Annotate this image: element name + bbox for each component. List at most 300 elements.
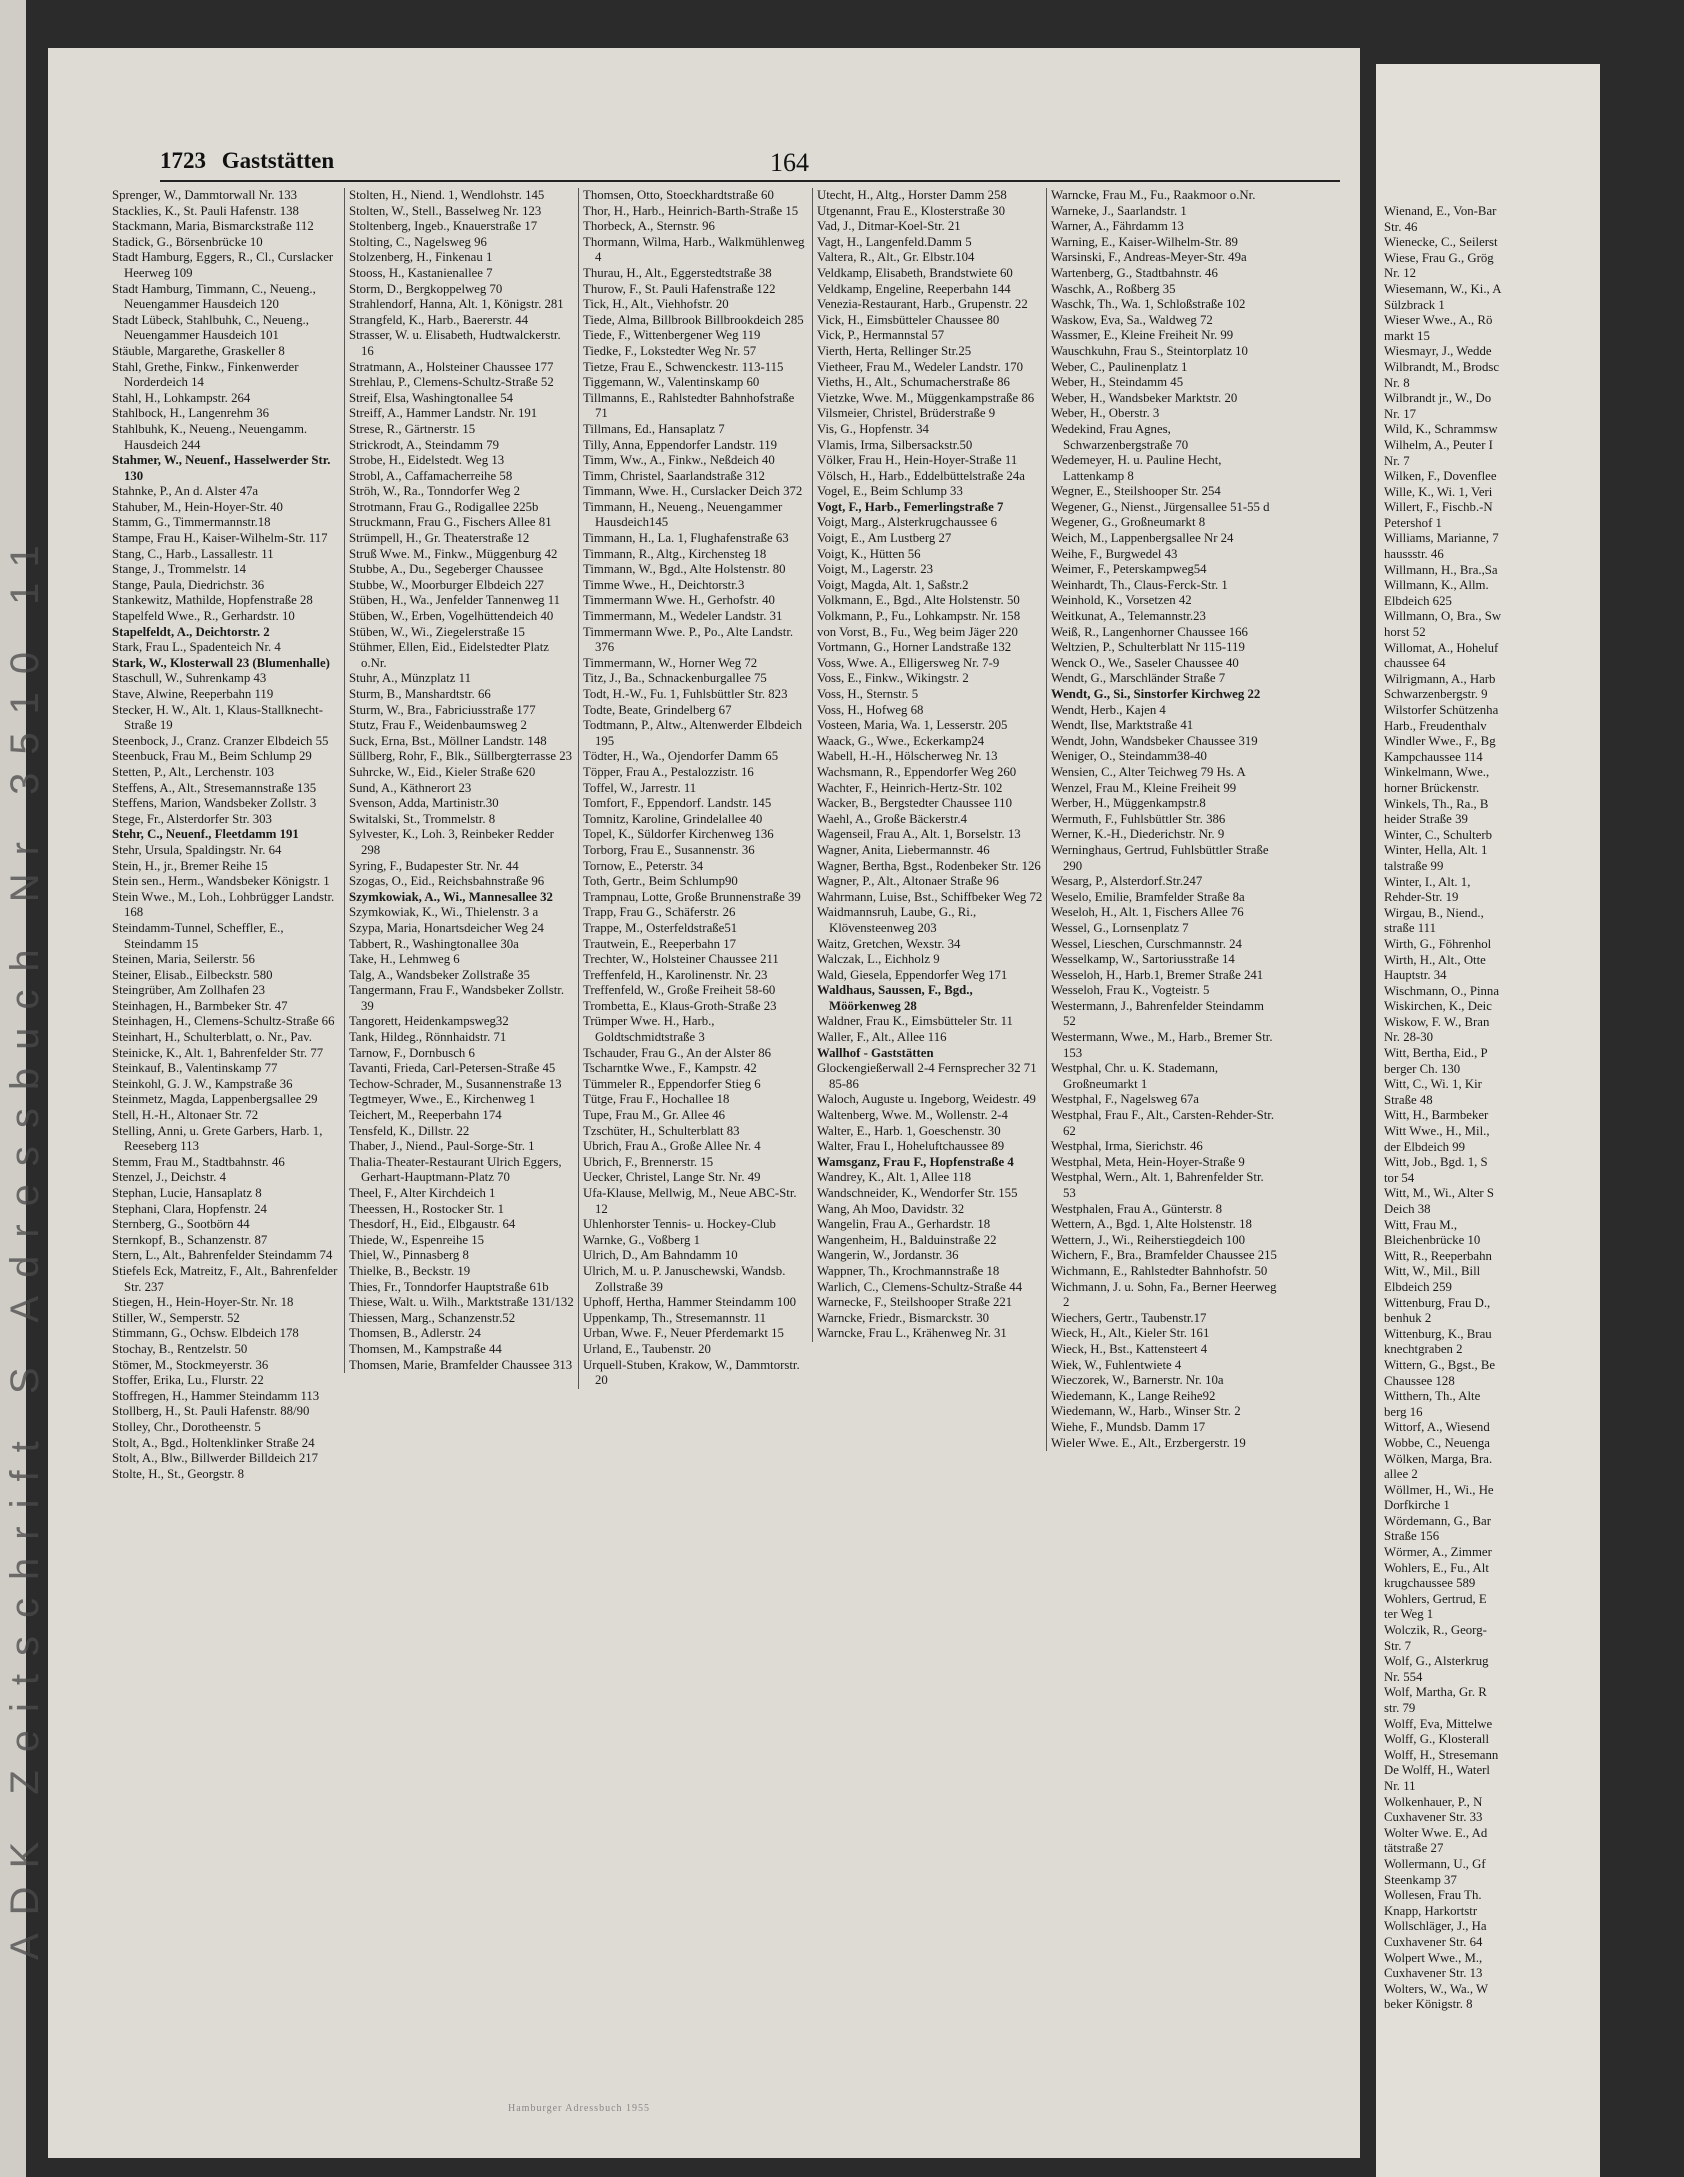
directory-entry: Wolff, H., Stresemann — [1384, 1747, 1499, 1762]
directory-entry: Timmermann Wwe. H., Gerhofstr. 40 — [583, 593, 775, 608]
directory-entry: der Elbdeich 99 — [1384, 1139, 1466, 1154]
directory-entry: Stamm, G., Timmermannstr.18 — [112, 515, 271, 530]
directory-entry: Volkmann, E., Bgd., Alte Holstenstr. 50 — [817, 593, 1020, 608]
directory-entry: Wandrey, K., Alt. 1, Allee 118 — [817, 1170, 972, 1185]
directory-entry: Toth, Gertr., Beim Schlump90 — [583, 874, 738, 889]
directory-entry: Stampe, Frau H., Kaiser-Wilhelm-Str. 117 — [112, 531, 328, 546]
directory-entry: Witt, R., Reeperbahn — [1384, 1248, 1492, 1263]
directory-entry: Staschull, W., Suhrenkamp 43 — [112, 671, 267, 686]
directory-entry: Winkelmann, Wwe., — [1384, 765, 1490, 780]
directory-entry: Tilly, Anna, Eppendorfer Landstr. 119 — [583, 437, 778, 452]
directory-entry: Stackmann, Maria, Bismarckstraße 112 — [112, 219, 314, 234]
directory-entry: Wangenheim, H., Balduinstraße 22 — [817, 1232, 997, 1247]
directory-entry: Stadt Hamburg, Timmann, C., Neueng., Neuengammer Hausdeich 120 — [112, 281, 316, 312]
directory-entry: Stemm, Frau M., Stadtbahnstr. 46 — [112, 1154, 285, 1169]
directory-entry: Vis, G., Hopfenstr. 34 — [817, 421, 929, 436]
directory-entry: Thomsen, Otto, Stoeckhardtstraße 60 — [583, 188, 774, 202]
directory-entry: Wendt, Herb., Kajen 4 — [1051, 702, 1166, 717]
page-number: 164 — [770, 148, 809, 177]
directory-entry: Witthern, Th., Alte — [1384, 1389, 1481, 1404]
directory-entry: Weinhold, K., Vorsetzen 42 — [1051, 593, 1192, 608]
directory-entry: Sprenger, W., Dammtorwall Nr. 133 — [112, 188, 298, 202]
directory-entry: Wenck O., We., Saseler Chaussee 40 — [1051, 655, 1239, 670]
directory-entry: Wilken, F., Dovenflee — [1384, 469, 1497, 484]
directory-entry: Nr. 554 — [1384, 1669, 1423, 1684]
directory-entry: Cuxhavener Str. 33 — [1384, 1810, 1483, 1825]
directory-entry: Thiel, W., Pinnasberg 8 — [349, 1248, 469, 1263]
directory-entry: Stollberg, H., St. Pauli Hafenstr. 88/90 — [112, 1404, 310, 1419]
directory-entry: Warsinski, F., Andreas-Meyer-Str. 49a — [1051, 250, 1247, 265]
directory-entry: Wilbrandt jr., W., Do — [1384, 391, 1492, 406]
directory-entry: Steinhagen, H., Barmbeker Str. 47 — [112, 998, 288, 1013]
directory-entry: Elbdeich 259 — [1384, 1279, 1452, 1294]
directory-entry: Stark, Frau L., Spadenteich Nr. 4 — [112, 640, 281, 655]
directory-entry: Witt, C., Wi. 1, Kir — [1384, 1077, 1482, 1092]
directory-entry: Stolte, H., St., Georgstr. 8 — [112, 1466, 245, 1481]
directory-entry: Winter, I., Alt. 1, — [1384, 874, 1471, 889]
directory-entry: Svenson, Adda, Martinistr.30 — [349, 796, 499, 811]
directory-entry: Ubrich, F., Brennerstr. 15 — [583, 1154, 714, 1169]
directory-entry: chaussee 64 — [1384, 656, 1446, 671]
directory-entry: Wettern, A., Bgd. 1, Alte Holstenstr. 18 — [1051, 1217, 1252, 1232]
directory-entry: Wördemann, G., Bar — [1384, 1513, 1491, 1528]
directory-entry: Toffel, W., Jarrestr. 11 — [583, 780, 697, 795]
directory-entry: Tavanti, Frieda, Carl-Petersen-Straße 45 — [349, 1061, 556, 1076]
listing-column-4 — [812, 188, 1043, 1342]
directory-entry: Wollesen, Frau Th. — [1384, 1888, 1482, 1903]
directory-entry: Wiesmayr, J., Wedde — [1384, 344, 1492, 359]
directory-entry: Stapelfeld Wwe., R., Gerhardstr. 10 — [112, 609, 295, 624]
directory-entry: Strobe, H., Eidelstedt. Weg 13 — [349, 453, 505, 468]
directory-entry: berger Ch. 130 — [1384, 1061, 1461, 1076]
directory-entry: Wappner, Th., Krochmannstraße 18 — [817, 1263, 1000, 1278]
directory-entry: Wangelin, Frau A., Gerhardstr. 18 — [817, 1217, 991, 1232]
directory-entry: Steiner, Elisab., Eilbeckstr. 580 — [112, 967, 273, 982]
directory-entry: Wichern, F., Bra., Bramfelder Chaussee 215 — [1051, 1248, 1277, 1263]
directory-entry: Timmermann Wwe. P., Po., Alte Landstr. 376 — [583, 624, 794, 655]
directory-entry: Warneke, J., Saarlandstr. 1 — [1051, 203, 1187, 218]
directory-entry: Steffens, A., Alt., Stresemannstraße 135 — [112, 780, 317, 795]
directory-entry: von Vorst, B., Fu., Weg beim Jäger 220 — [817, 624, 1018, 639]
directory-entry: Vogt, F., Harb., Femerlingstraße 7 — [817, 499, 1004, 514]
directory-entry: Wauschkuhn, Frau S., Steintorplatz 10 — [1051, 343, 1248, 358]
directory-entry: Titz, J., Ba., Schnackenburgallee 75 — [583, 671, 767, 686]
directory-entry: Kampchaussee 114 — [1384, 749, 1483, 764]
directory-entry: Timm, Christel, Saarlandstraße 312 — [583, 468, 765, 483]
directory-entry: Steinkohl, G. J. W., Kampstraße 36 — [112, 1076, 293, 1091]
directory-entry: Willmann, K., Allm. — [1384, 578, 1489, 593]
directory-entry: Stahuber, M., Hein-Hoyer-Str. 40 — [112, 499, 283, 514]
directory-entry: Tornow, E., Peterstr. 34 — [583, 858, 704, 873]
directory-entry: Nr. 7 — [1384, 453, 1410, 468]
directory-entry: Wiedemann, W., Harb., Winser Str. 2 — [1051, 1404, 1241, 1419]
directory-entry: Switalski, St., Trommelstr. 8 — [349, 811, 496, 826]
directory-entry: Stahl, Grethe, Finkw., Finkenwerder Norderdeich 14 — [112, 359, 299, 390]
directory-entry: Steinicke, K., Alt. 1, Bahrenfelder Str. 77 — [112, 1045, 324, 1060]
directory-entry: Stüben, H., Wa., Jenfelder Tannenweg 11 — [349, 593, 561, 608]
directory-entry: Stäuble, Margarethe, Graskeller 8 — [112, 343, 285, 358]
directory-entry: Timmann, H., Neueng., Neuengammer Hausdeich145 — [583, 499, 783, 530]
directory-entry: Nr. 17 — [1384, 406, 1416, 421]
directory-entry: Weitkunat, A., Telemannstr.23 — [1051, 609, 1206, 624]
directory-entry: Timmann, R., Altg., Kirchensteg 18 — [583, 546, 767, 561]
directory-entry: Stimmann, G., Ochsw. Elbdeich 178 — [112, 1326, 299, 1341]
directory-entry: Stolten, H., Niend. 1, Wendlohstr. 145 — [349, 188, 545, 202]
directory-entry: Wille, K., Wi. 1, Veri — [1384, 484, 1493, 499]
directory-entry: Knapp, Harkortstr — [1384, 1903, 1478, 1918]
directory-entry: Suck, Erna, Bst., Möllner Landstr. 148 — [349, 733, 547, 748]
directory-entry: Trampnau, Lotte, Große Brunnenstraße 39 — [583, 889, 801, 904]
directory-entry: Wendt, Ilse, Marktstraße 41 — [1051, 718, 1194, 733]
directory-entry: Tensfeld, K., Dillstr. 22 — [349, 1123, 470, 1138]
directory-entry: Witt, Job., Bgd. 1, S — [1384, 1155, 1488, 1170]
listing-column-1 — [112, 188, 338, 1482]
directory-entry: Venezia-Restaurant, Harb., Grupenstr. 22 — [817, 297, 1028, 312]
directory-entry: Storm, D., Bergkoppelweg 70 — [349, 281, 503, 296]
directory-entry: Tiggemann, W., Valentinskamp 60 — [583, 375, 760, 390]
directory-entry: Stühmer, Ellen, Eid., Eidelstedter Platz o.Nr. — [349, 640, 549, 670]
directory-entry: Wesselkamp, W., Sartoriusstraße 14 — [1051, 952, 1235, 967]
directory-entry: Wolczik, R., Georg- — [1384, 1623, 1487, 1638]
directory-entry: Stutz, Frau F., Weidenbaumsweg 2 — [349, 718, 527, 733]
directory-entry: Waller, F., Alt., Allee 116 — [817, 1030, 947, 1045]
directory-entry: Stahlbuhk, K., Neueng., Neuengamm. Hausdeich 244 — [112, 421, 308, 452]
directory-entry: Streiff, A., Hammer Landstr. Nr. 191 — [349, 406, 538, 421]
directory-entry: Treffenfeld, H., Karolinenstr. Nr. 23 — [583, 967, 768, 982]
directory-entry: Stiller, W., Semperstr. 52 — [112, 1310, 240, 1325]
directory-entry: Szymkowiak, K., Wi., Thielenstr. 3 a — [349, 905, 539, 920]
directory-entry: Winkels, Th., Ra., B — [1384, 796, 1489, 811]
directory-entry: Tick, H., Alt., Viehhofstr. 20 — [583, 297, 729, 312]
directory-entry: Struckmann, Frau G., Fischers Allee 81 — [349, 515, 552, 530]
directory-entry: Stahnke, P., An d. Alster 47a — [112, 484, 259, 499]
directory-entry: Stochay, B., Rentzelstr. 50 — [112, 1341, 248, 1356]
directory-entry: Tzschüter, H., Schulterblatt 83 — [583, 1123, 740, 1138]
directory-entry: Wacker, B., Bergstedter Chaussee 110 — [817, 796, 1012, 811]
directory-entry: Vlamis, Irma, Silbersackstr.50 — [817, 437, 973, 452]
directory-entry: Stave, Alwine, Reeperbahn 119 — [112, 687, 274, 701]
directory-entry: Tangorett, Heidenkampsweg32 — [349, 1014, 509, 1029]
directory-entry: Wollschläger, J., Ha — [1384, 1919, 1487, 1934]
directory-entry: Winter, Hella, Alt. 1 — [1384, 843, 1488, 858]
directory-entry: Ulrich, M. u. P. Januschewski, Wandsb. Zollstraße 39 — [583, 1263, 786, 1294]
directory-entry: Wischmann, O., Pinna — [1384, 983, 1499, 998]
directory-entry: Valtera, R., Alt., Gr. Elbstr.104 — [817, 250, 975, 265]
directory-entry: Witt Wwe., H., Mil., — [1384, 1124, 1490, 1139]
directory-entry: markt 15 — [1384, 328, 1430, 343]
directory-entry: Wachter, F., Heinrich-Hertz-Str. 102 — [817, 780, 1003, 795]
adjacent-page — [1376, 64, 1600, 2177]
directory-entry: Tank, Hildeg., Rönnhaidstr. 71 — [349, 1030, 507, 1045]
directory-entry: Stratmann, A., Holsteiner Chaussee 177 — [349, 359, 554, 374]
directory-entry: Voigt, Magda, Alt. 1, Saßstr.2 — [817, 577, 969, 592]
directory-entry: Weselo, Emilie, Bramfelder Straße 8a — [1051, 889, 1245, 904]
directory-entry: Weber, C., Paulinenplatz 1 — [1051, 359, 1188, 374]
directory-entry: Wollermann, U., Gf — [1384, 1856, 1486, 1871]
directory-entry: Stege, Fr., Alsterdorfer Str. 303 — [112, 811, 272, 826]
directory-entry: Timm, Ww., A., Finkw., Neßdeich 40 — [583, 453, 775, 468]
directory-entry: Wienand, E., Von-Bar — [1384, 204, 1497, 218]
directory-entry: Stetten, P., Alt., Lerchenstr. 103 — [112, 764, 275, 779]
directory-entry: Wolter Wwe. E., Ad — [1384, 1825, 1488, 1840]
section-label — [160, 148, 334, 174]
directory-entry: Wagner, Bertha, Bgst., Rodenbeker Str. 126 — [817, 858, 1041, 873]
directory-entry: Stapelfeldt, A., Deichtorstr. 2 — [112, 624, 270, 639]
directory-entry: Süllberg, Rohr, F., Blk., Süllbergterrasse 23 — [349, 749, 572, 764]
directory-entry: Wiedemann, K., Lange Reihe92 — [1051, 1388, 1216, 1403]
directory-entry: Thurau, H., Alt., Eggerstedtstraße 38 — [583, 265, 772, 280]
directory-entry: Voigt, Marg., Alsterkrugchaussee 6 — [817, 515, 998, 530]
directory-entry: Wesseloh, H., Harb.1, Bremer Straße 241 — [1051, 967, 1264, 982]
directory-entry: Wieler Wwe. E., Alt., Erzbergerstr. 19 — [1051, 1435, 1246, 1450]
directory-entry: Tietze, Frau E., Schwenckestr. 113-115 — [583, 359, 784, 374]
directory-entry: Steinmetz, Magda, Lappenbergsallee 29 — [112, 1092, 318, 1107]
directory-entry: Wallhof - Gaststätten — [817, 1045, 934, 1060]
directory-entry: Rehder-Str. 19 — [1384, 890, 1459, 905]
section-title: Gaststätten — [221, 148, 335, 173]
directory-entry: Urban, Wwe. F., Neuer Pferdemarkt 15 — [583, 1326, 784, 1341]
directory-entry: Wolf, G., Alsterkrug — [1384, 1654, 1489, 1669]
directory-entry: Elbdeich 625 — [1384, 593, 1452, 608]
directory-entry: Wienecke, C., Seilerst — [1384, 235, 1498, 250]
directory-entry: Stephani, Clara, Hopfenstr. 24 — [112, 1201, 267, 1216]
directory-entry: Stehr, C., Neuenf., Fleetdamm 191 — [112, 827, 299, 842]
directory-entry: Stern, L., Alt., Bahrenfelder Steindamm 74 — [112, 1248, 333, 1263]
directory-entry: Todtmann, P., Altw., Altenwerder Elbdeich 195 — [583, 718, 802, 748]
directory-entry: Willomat, A., Hoheluf — [1384, 640, 1499, 655]
directory-entry: Vietzke, Wwe. M., Müggenkampstraße 86 — [817, 390, 1035, 405]
directory-entry: Steinen, Maria, Seilerstr. 56 — [112, 952, 255, 967]
directory-entry: Weltzien, P., Schulterblatt Nr 115-119 — [1051, 640, 1245, 655]
directory-entry: Wolkenhauer, P., N — [1384, 1794, 1483, 1809]
directory-entry: Tiede, Alma, Billbrook Billbrookdeich 285 — [583, 312, 804, 327]
directory-entry: Chaussee 128 — [1384, 1373, 1455, 1388]
directory-entry: Straße 48 — [1384, 1092, 1433, 1107]
directory-entry: Voigt, K., Hütten 56 — [817, 546, 921, 561]
directory-entry: Wenzel, Frau M., Kleine Freiheit 99 — [1051, 780, 1237, 795]
directory-entry: Deich 38 — [1384, 1202, 1431, 1216]
section-number: 1723 — [160, 148, 206, 173]
directory-entry: Uppenkamp, Th., Stresemannstr. 11 — [583, 1310, 767, 1325]
directory-entry: Wiek, W., Fuhlentwiete 4 — [1051, 1357, 1182, 1372]
directory-entry: knechtgraben 2 — [1384, 1342, 1463, 1357]
directory-entry: Stolting, C., Nagelsweg 96 — [349, 234, 487, 249]
directory-entry: Thomsen, Marie, Bramfelder Chaussee 313 — [349, 1357, 573, 1372]
directory-entry: Witt, H., Barmbeker — [1384, 1108, 1489, 1123]
directory-entry: Steingrüber, Am Zollhafen 23 — [112, 983, 266, 998]
directory-entry: Thalia-Theater-Restaurant Ulrich Eggers, Gerhart-Hauptmann-Platz 70 — [349, 1154, 562, 1185]
directory-entry: Stein sen., Herm., Wandsbeker Königstr. 1 — [112, 874, 330, 889]
directory-entry: Wendt, John, Wandsbeker Chaussee 319 — [1051, 733, 1258, 748]
directory-entry: Willert, F., Fischb.-N — [1384, 500, 1493, 515]
directory-entry: Westphal, Chr. u. K. Stademann, Großneumarkt 1 — [1051, 1061, 1219, 1091]
directory-entry: Wirgau, B., Niend., — [1384, 905, 1484, 920]
directory-entry: Stüben, W., Erben, Vogelhüttendeich 40 — [349, 609, 554, 624]
directory-entry: Nr. 12 — [1384, 266, 1416, 281]
directory-entry: Stehr, Ursula, Spaldingstr. Nr. 64 — [112, 842, 282, 857]
directory-entry: Wartenberg, G., Stadtbahnstr. 46 — [1051, 265, 1218, 280]
directory-entry: Stang, C., Harb., Lassallestr. 11 — [112, 546, 274, 561]
directory-entry: Voss, H., Sternstr. 5 — [817, 687, 919, 701]
directory-entry: Westphalen, Frau A., Günterstr. 8 — [1051, 1201, 1222, 1216]
directory-entry: Vick, H., Eimsbütteler Chaussee 80 — [817, 312, 1000, 327]
directory-entry: Stolley, Chr., Dorotheenstr. 5 — [112, 1419, 261, 1434]
directory-entry: Timmann, W., Bgd., Alte Holstenstr. 80 — [583, 562, 786, 577]
directory-entry: Wichmann, E., Rahlstedter Bahnhofstr. 50 — [1051, 1263, 1268, 1278]
directory-entry: Werninghaus, Gertrud, Fuhlsbüttler Straße 290 — [1051, 842, 1269, 873]
directory-entry: Walter, Frau I., Hoheluftchaussee 89 — [817, 1139, 1005, 1154]
directory-entry: Trümper Wwe. H., Harb., Goldtschmidtstraße 3 — [583, 1014, 715, 1045]
directory-entry: Wirth, G., Föhrenhol — [1384, 936, 1492, 951]
directory-entry: Tütge, Frau F., Hochallee 18 — [583, 1092, 730, 1107]
page-edge-strip — [0, 0, 47, 2177]
directory-entry: Wiechers, Gertr., Taubenstr.17 — [1051, 1310, 1207, 1325]
directory-entry: Witt, Bertha, Eid., P — [1384, 1046, 1488, 1061]
directory-entry: Strese, R., Gärtnerstr. 15 — [349, 421, 476, 436]
directory-entry: tor 54 — [1384, 1170, 1415, 1185]
directory-entry: Waldner, Frau K., Eimsbütteler Str. 11 — [817, 1014, 1013, 1029]
directory-entry: Stahlbock, H., Langenrehm 36 — [112, 406, 270, 421]
directory-entry: Ulrich, D., Am Bahndamm 10 — [583, 1248, 738, 1263]
directory-entry: Vad, J., Ditmar-Koel-Str. 21 — [817, 219, 961, 234]
directory-entry: Thomsen, B., Adlerstr. 24 — [349, 1326, 481, 1341]
directory-entry: Vilsmeier, Christel, Brüderstraße 9 — [817, 406, 996, 421]
directory-entry: Wamsganz, Frau F., Hopfenstraße 4 — [817, 1154, 1014, 1169]
directory-entry: Waitz, Gretchen, Wexstr. 34 — [817, 936, 961, 951]
directory-entry: Wesseloh, Frau K., Vogteistr. 5 — [1051, 983, 1210, 998]
directory-entry: str. 79 — [1384, 1701, 1416, 1715]
directory-entry: Uecker, Christel, Lange Str. Nr. 49 — [583, 1170, 761, 1185]
directory-entry: Tabbert, R., Washingtonallee 30a — [349, 936, 519, 951]
directory-entry: Harb., Freudenthalv — [1384, 718, 1487, 733]
directory-entry: Weniger, O., Steindamm38-40 — [1051, 749, 1207, 764]
directory-entry: Todte, Beate, Grindelberg 67 — [583, 702, 732, 717]
directory-entry: Tiede, F., Wittenbergener Weg 119 — [583, 328, 761, 343]
directory-entry: Wittern, G., Bgst., Be — [1384, 1357, 1496, 1372]
directory-entry: Wagenseil, Frau A., Alt. 1, Borselstr. 13 — [817, 827, 1021, 842]
directory-entry: Waehl, A., Große Bäckerstr.4 — [817, 811, 968, 826]
directory-entry: Ubrich, Frau A., Große Allee Nr. 4 — [583, 1139, 761, 1154]
directory-entry: Dorfkirche 1 — [1384, 1498, 1450, 1513]
directory-entry: Uhlenhorster Tennis- u. Hockey-Club — [583, 1217, 776, 1232]
directory-entry: Weber, H., Wandsbeker Marktstr. 20 — [1051, 390, 1238, 405]
directory-entry: Veldkamp, Elisabeth, Brandstwiete 60 — [817, 265, 1013, 280]
directory-entry: krugchaussee 589 — [1384, 1576, 1476, 1591]
directory-entry: Stubbe, W., Moorburger Elbdeich 227 — [349, 577, 544, 592]
directory-entry: Wachsmann, R., Eppendorfer Weg 260 — [817, 764, 1017, 779]
directory-entry: straße 111 — [1384, 921, 1436, 936]
directory-entry: Wiskow, F. W., Bran — [1384, 1014, 1490, 1029]
directory-entry: Waack, G., Wwe., Eckerkamp24 — [817, 733, 985, 748]
directory-entry: Thormann, Wilma, Harb., Walkmühlenweg 4 — [583, 234, 805, 265]
directory-entry: De Wolff, H., Waterl — [1384, 1763, 1490, 1778]
directory-entry: Warner, A., Fährdamm 13 — [1051, 219, 1184, 234]
directory-entry: Waldhaus, Saussen, F., Bgd., Möörkenweg 28 — [817, 983, 973, 1013]
directory-entry: Thiede, W., Espenreihe 15 — [349, 1232, 485, 1247]
directory-entry: Voss, E., Finkw., Wikingstr. 2 — [817, 671, 969, 686]
directory-entry: Tümmeler R., Eppendorfer Stieg 6 — [583, 1076, 761, 1091]
directory-entry: Westermann, J., Bahrenfelder Steindamm 52 — [1051, 998, 1264, 1029]
directory-entry: Talg, A., Wandsbeker Zollstraße 35 — [349, 967, 530, 982]
directory-entry: horst 52 — [1384, 625, 1426, 640]
listing-column-5 — [1046, 188, 1277, 1451]
directory-entry: Windler Wwe., F., Bg — [1384, 734, 1496, 749]
directory-entry: Stange, Paula, Diedrichstr. 36 — [112, 577, 265, 592]
directory-entry: Thomsen, M., Kampstraße 44 — [349, 1341, 502, 1356]
directory-entry: Wiesemann, W., Ki., A — [1384, 281, 1502, 296]
directory-entry: Wang, Ah Moo, Davidstr. 32 — [817, 1201, 965, 1216]
directory-entry: Vogel, E., Beim Schlump 33 — [817, 484, 963, 499]
directory-entry: Waschk, A., Roßberg 35 — [1051, 281, 1176, 296]
directory-entry: Strangfeld, K., Harb., Baererstr. 44 — [349, 312, 529, 327]
directory-entry: Torborg, Frau E., Susannenstr. 36 — [583, 842, 755, 857]
directory-entry: Thiese, Walt. u. Wilh., Marktstraße 131/132 — [349, 1295, 574, 1310]
directory-entry: Wolff, Eva, Mittelwe — [1384, 1716, 1493, 1731]
directory-entry: Glockengießerwall 2-4 Fernsprecher 32 71 85-86 — [817, 1061, 1037, 1091]
directory-entry: Wassmer, E., Kleine Freiheit Nr. 99 — [1051, 328, 1234, 343]
directory-entry: Thielke, B., Beckstr. 19 — [349, 1263, 471, 1278]
directory-entry: Walczak, L., Eichholz 9 — [817, 952, 940, 967]
directory-entry: Strümpell, H., Gr. Theaterstraße 12 — [349, 531, 530, 546]
directory-entry: Waskow, Eva, Sa., Waldweg 72 — [1051, 312, 1213, 327]
directory-entry: berg 16 — [1384, 1404, 1423, 1419]
directory-entry: Urquell-Stuben, Krakow, W., Dammtorstr. 20 — [583, 1357, 800, 1388]
directory-entry: Tiedke, F., Lokstedter Weg Nr. 57 — [583, 343, 757, 358]
directory-entry: Tschauder, Frau G., An der Alster 86 — [583, 1045, 772, 1060]
directory-entry: Werner, K.-H., Diederichstr. Nr. 9 — [1051, 827, 1225, 842]
directory-entry: Vieths, H., Alt., Schumacherstraße 86 — [817, 375, 1010, 390]
directory-entry: Sturm, B., Manshardtstr. 66 — [349, 687, 491, 701]
directory-entry: Wolters, W., Wa., W — [1384, 1981, 1489, 1996]
directory-page — [48, 48, 1360, 2158]
directory-entry: Wohlers, E., Fu., Alt — [1384, 1560, 1489, 1575]
directory-entry: Tillmanns, E., Rahlstedter Bahnhofstraße 71 — [583, 390, 795, 421]
directory-entry: Sturm, W., Bra., Fabriciusstraße 177 — [349, 702, 536, 717]
directory-entry: Thor, H., Harb., Heinrich-Barth-Straße 15 — [583, 203, 799, 218]
directory-entry: Wandschneider, K., Wendorfer Str. 155 — [817, 1186, 1018, 1200]
directory-entry: Wiehe, F., Mundsb. Damm 17 — [1051, 1419, 1206, 1434]
directory-entry: Stark, W., Klosterwall 23 (Blumenhalle) — [112, 655, 330, 670]
directory-entry: Witt, M., Wi., Alter S — [1384, 1186, 1494, 1201]
directory-entry: Vagt, H., Langenfeld.Damm 5 — [817, 234, 972, 249]
directory-entry: Weiß, R., Langenhorner Chaussee 166 — [1051, 624, 1248, 639]
directory-entry: Hauptstr. 34 — [1384, 968, 1447, 983]
directory-entry: Thies, Fr., Tonndorfer Hauptstraße 61b — [349, 1279, 549, 1294]
directory-entry: Williams, Marianne, 7 — [1384, 531, 1499, 546]
directory-entry: Strehlau, P., Clemens-Schultz-Straße 52 — [349, 375, 554, 390]
directory-entry: Waidmannsruh, Laube, G., Ri., Klövensteenweg 203 — [817, 905, 977, 935]
directory-entry: Nr. 28-30 — [1384, 1030, 1434, 1045]
directory-entry: Warncke, Frau M., Fu., Raakmoor o.Nr. — [1051, 188, 1256, 202]
directory-entry: Timme Wwe., H., Deichtorstr.3 — [583, 577, 745, 592]
directory-entry: Thiessen, Marg., Schanzenstr.52 — [349, 1310, 516, 1325]
directory-entry: Wirth, H., Alt., Otte — [1384, 952, 1486, 967]
directory-entry: Sternkopf, B., Schanzenstr. 87 — [112, 1232, 268, 1247]
directory-entry: Weinhardt, Th., Claus-Ferck-Str. 1 — [1051, 577, 1228, 592]
directory-entry: Waschk, Th., Wa. 1, Schloßstraße 102 — [1051, 297, 1246, 312]
directory-entry: Trombetta, E., Klaus-Groth-Straße 23 — [583, 998, 777, 1013]
directory-entry: Petershof 1 — [1384, 515, 1442, 530]
directory-entry: Teichert, M., Reeperbahn 174 — [349, 1108, 502, 1123]
directory-entry: Steenkamp 37 — [1384, 1872, 1457, 1887]
directory-entry: Weseloh, H., Alt. 1, Fischers Allee 76 — [1051, 905, 1244, 920]
directory-entry: Walter, E., Harb. 1, Goeschenstr. 30 — [817, 1123, 1001, 1138]
directory-entry: tätstraße 27 — [1384, 1841, 1444, 1856]
directory-entry: Stadick, G., Börsenbrücke 10 — [112, 234, 263, 249]
directory-entry: benhuk 2 — [1384, 1311, 1432, 1326]
directory-entry: Wolff, G., Klosterall — [1384, 1732, 1489, 1747]
directory-entry: Tscharntke Wwe., F., Kampstr. 42 — [583, 1061, 757, 1076]
